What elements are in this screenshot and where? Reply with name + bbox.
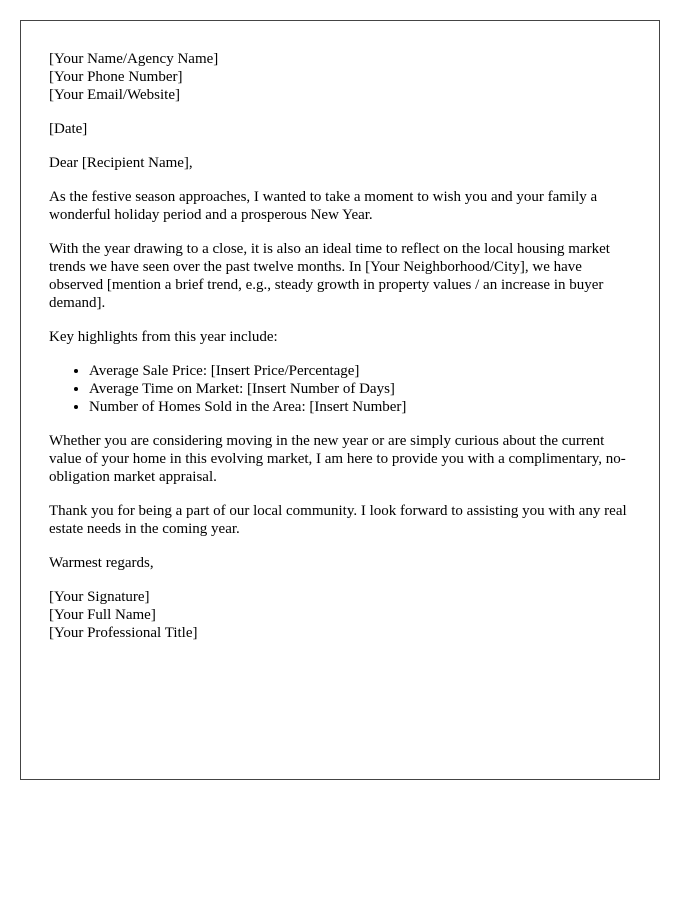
sender-name: [Your Name/Agency Name] xyxy=(49,51,219,67)
paragraph-thanks: Thank you for being a part of our local community. I look forward to assisting you with any real estate needs in the coming year. xyxy=(49,503,627,537)
highlights-list xyxy=(49,362,631,416)
sender-block xyxy=(49,50,631,104)
letter-date: [Date] xyxy=(49,121,88,137)
paragraph-greeting: As the festive season approaches, I wanted to take a moment to wish you and your family a wonderful holiday period and a prosperous New Year. xyxy=(49,189,598,223)
signer-full-name: [Your Full Name] xyxy=(49,607,156,623)
sender-phone: [Your Phone Number] xyxy=(49,69,183,85)
sender-email: [Your Email/Website] xyxy=(49,87,181,103)
highlights-intro: Key highlights from this year include: xyxy=(49,329,278,345)
list-item: • Average Sale Price: [Insert Price/Percentage] xyxy=(89,362,631,380)
list-item: • Number of Homes Sold in the Area: [Insert Number] xyxy=(89,398,631,416)
salutation: Dear [Recipient Name], xyxy=(49,155,193,171)
list-item: • Average Time on Market: [Insert Number of Days] xyxy=(89,380,631,398)
signature-block xyxy=(49,588,631,642)
closing: Warmest regards, xyxy=(49,555,154,571)
signer-title: [Your Professional Title] xyxy=(49,625,198,641)
letter-page xyxy=(20,20,660,780)
paragraph-appraisal-offer: Whether you are considering moving in the new year or are simply curious about the current value of your home in this evolving market, I am here to provide you with a complimentary, no-obligation market appraisal. xyxy=(49,433,626,485)
signature: [Your Signature] xyxy=(49,589,150,605)
paragraph-market-trends: With the year drawing to a close, it is also an ideal time to reflect on the local housing market trends we have seen over the past twelve months. In [Your Neighborhood/City], we have observed [mention a brief trend, e.g., steady growth in property values / an increase in buyer demand]. xyxy=(49,241,610,311)
